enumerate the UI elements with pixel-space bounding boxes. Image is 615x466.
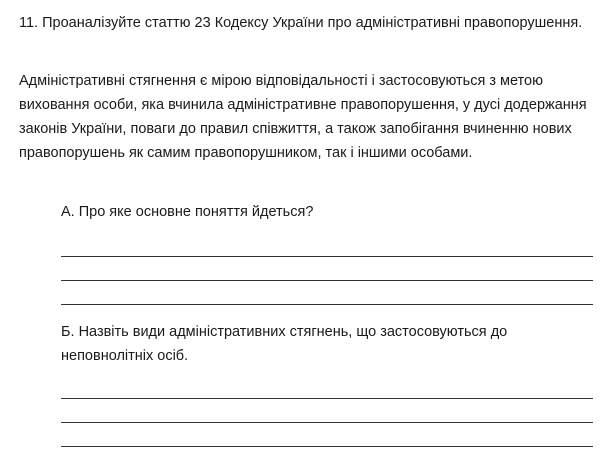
answer-line-b-2[interactable] (61, 422, 593, 423)
question-b: Б. Назвіть види адміністративних стягнень, що застосовуються до неповнолітніх осіб. (61, 324, 508, 364)
task-title: 11. Проаналізуйте статтю 23 Кодексу України про адміністративні правопорушення. (19, 15, 583, 31)
answer-line-b-3[interactable] (61, 446, 593, 447)
answer-line-a-2[interactable] (61, 280, 593, 281)
answer-line-a-3[interactable] (61, 304, 593, 305)
answer-line-a-1[interactable] (61, 256, 593, 257)
task-text: Адміністративні стягнення є мірою відповідальності і застосовуються з метою виховання особи, яка вчинила адміністративне правопорушення, у дусі додержання законів України, поваги до правил співжиття, а також запобігання вчиненню нових правопорушень як самим правопорушником, так і іншими особами. (19, 73, 587, 161)
answer-line-b-1[interactable] (61, 398, 593, 399)
question-a: А. Про яке основне поняття йдеться? (61, 204, 314, 220)
